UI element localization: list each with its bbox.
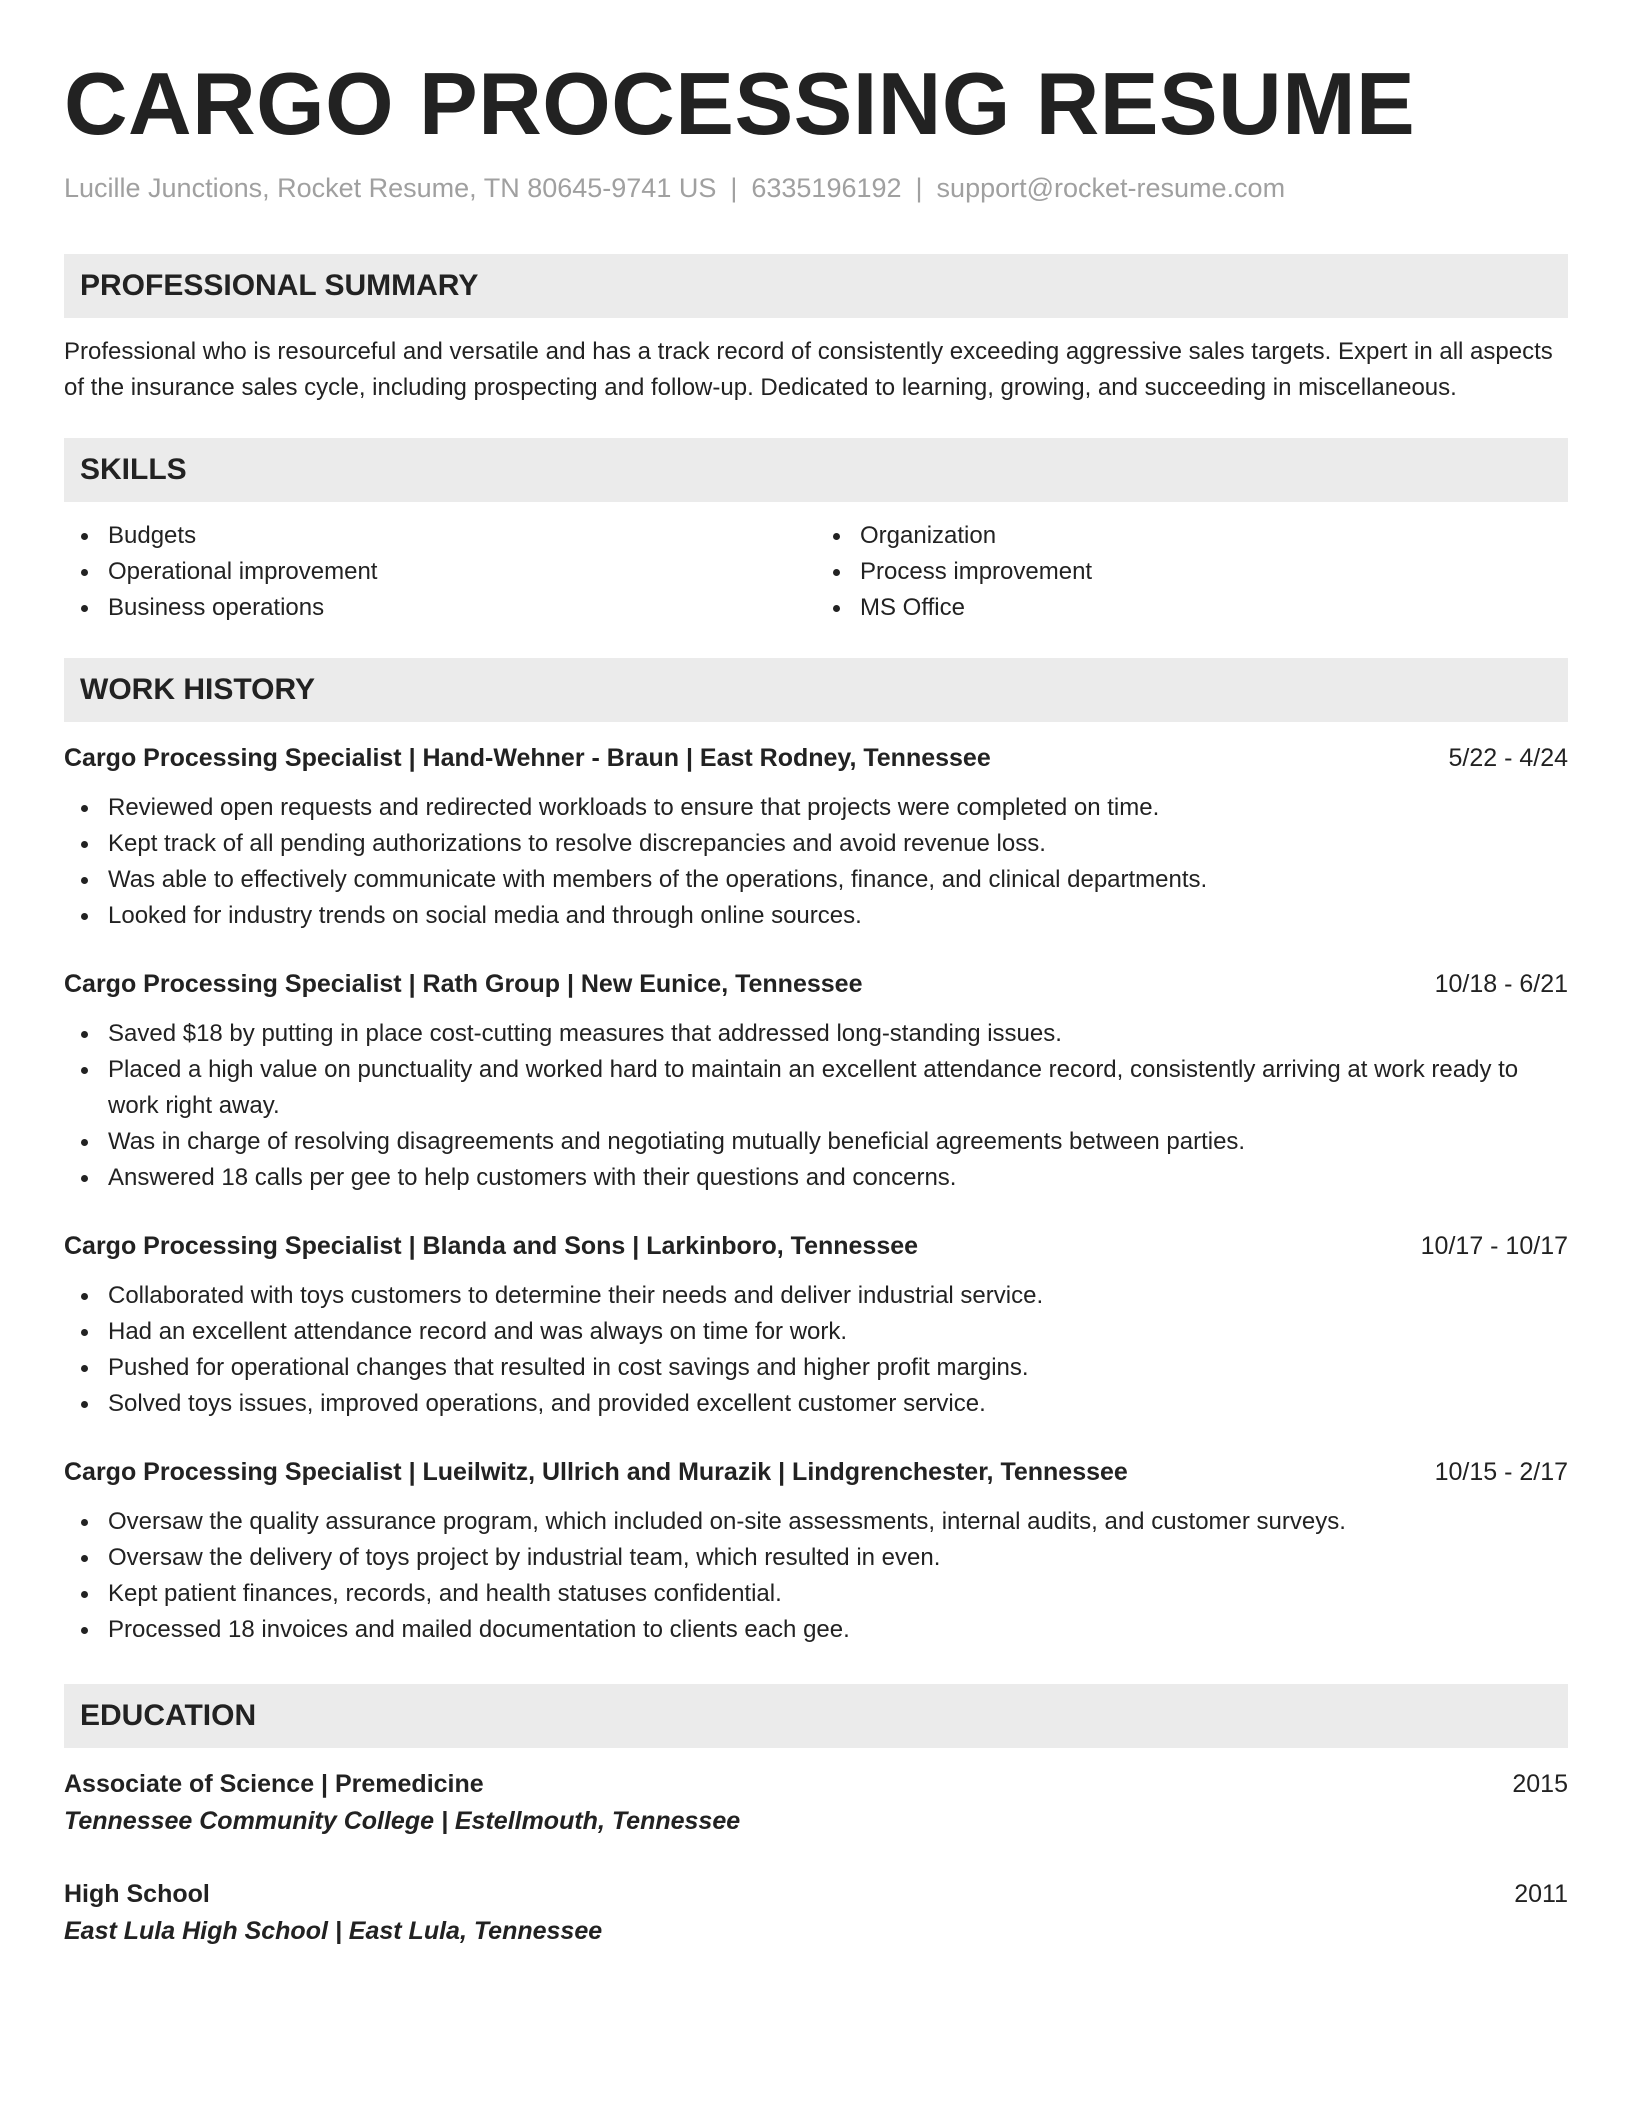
education-year: 2011 bbox=[1514, 1880, 1568, 1908]
education-header bbox=[64, 1876, 1568, 1912]
section-heading-work-history: WORK HISTORY bbox=[64, 658, 1568, 722]
job-bullet: Reviewed open requests and redirected workloads to ensure that projects were completed on time. bbox=[64, 790, 1568, 826]
job-bullets bbox=[64, 1278, 1568, 1422]
job-header bbox=[64, 1454, 1568, 1490]
job-bullet: Had an excellent attendance record and was always on time for work. bbox=[64, 1314, 1568, 1350]
job-bullet: Oversaw the delivery of toys project by industrial team, which resulted in even. bbox=[64, 1540, 1568, 1576]
education-school: Tennessee Community College | Estellmouth, Tennessee bbox=[64, 1807, 741, 1835]
job-bullet: Collaborated with toys customers to determine their needs and deliver industrial service. bbox=[64, 1278, 1568, 1314]
job-bullet: Kept track of all pending authorizations to resolve discrepancies and avoid revenue loss. bbox=[64, 826, 1568, 862]
job-entry bbox=[64, 966, 1568, 1196]
education-entry bbox=[64, 1766, 1568, 1840]
job-bullet: Oversaw the quality assurance program, which included on-site assessments, internal audits, and customer surveys. bbox=[64, 1504, 1568, 1540]
job-bullet: Kept patient finances, records, and health statuses confidential. bbox=[64, 1576, 1568, 1612]
job-bullet: Pushed for operational changes that resulted in cost savings and higher profit margins. bbox=[64, 1350, 1568, 1386]
contact-separator: | bbox=[915, 173, 923, 203]
skills-list bbox=[64, 518, 1568, 626]
job-dates: 10/17 - 10/17 bbox=[1420, 1232, 1568, 1260]
job-dates: 5/22 - 4/24 bbox=[1448, 744, 1568, 772]
education-header bbox=[64, 1766, 1568, 1802]
job-bullet: Looked for industry trends on social media and through online sources. bbox=[64, 898, 1568, 934]
job-dates: 10/18 - 6/21 bbox=[1434, 970, 1568, 998]
job-bullets bbox=[64, 1504, 1568, 1648]
summary-text: Professional who is resourceful and versatile and has a track record of consistently exceeding aggressive sales targets. Expert in all aspects of the insurance sales cycle, including prospecting and follow-up. Dedicated to learning, growing, and succeeding in miscellaneous. bbox=[64, 338, 1553, 401]
job-entry bbox=[64, 1228, 1568, 1422]
job-dates: 10/15 - 2/17 bbox=[1434, 1458, 1568, 1486]
job-bullet: Placed a high value on punctuality and worked hard to maintain an excellent attendance record, consistently arriving at work ready to work right away. bbox=[64, 1052, 1568, 1124]
job-entry bbox=[64, 740, 1568, 934]
job-bullet: Processed 18 invoices and mailed documentation to clients each gee. bbox=[64, 1612, 1568, 1648]
job-title: Cargo Processing Specialist | Hand-Wehner - Braun | East Rodney, Tennessee bbox=[64, 744, 991, 772]
resume-title: CARGO PROCESSING RESUME bbox=[64, 54, 1416, 153]
job-bullets bbox=[64, 790, 1568, 934]
skills-column-left bbox=[64, 518, 816, 626]
skill-item: Process improvement bbox=[816, 554, 1568, 590]
contact-line bbox=[64, 170, 1568, 206]
section-heading-skills: SKILLS bbox=[64, 438, 1568, 502]
skill-item: Business operations bbox=[64, 590, 816, 626]
job-title: Cargo Processing Specialist | Blanda and Sons | Larkinboro, Tennessee bbox=[64, 1232, 919, 1260]
skills-column-right bbox=[816, 518, 1568, 626]
job-bullet: Answered 18 calls per gee to help customers with their questions and concerns. bbox=[64, 1160, 1568, 1196]
education-school: East Lula High School | East Lula, Tennessee bbox=[64, 1917, 603, 1945]
job-title: Cargo Processing Specialist | Rath Group | New Eunice, Tennessee bbox=[64, 970, 863, 998]
job-header bbox=[64, 966, 1568, 1002]
skill-item: Budgets bbox=[64, 518, 816, 554]
section-heading-education: EDUCATION bbox=[64, 1684, 1568, 1748]
skill-item: Organization bbox=[816, 518, 1568, 554]
job-bullets bbox=[64, 1016, 1568, 1196]
education-year: 2015 bbox=[1512, 1770, 1568, 1798]
job-header bbox=[64, 740, 1568, 776]
job-bullet: Saved $18 by putting in place cost-cutting measures that addressed long-standing issues. bbox=[64, 1016, 1568, 1052]
contact-separator: | bbox=[730, 173, 738, 203]
job-title: Cargo Processing Specialist | Lueilwitz, Ullrich and Murazik | Lindgrenchester, Tennessee bbox=[64, 1458, 1128, 1486]
job-bullet: Solved toys issues, improved operations, and provided excellent customer service. bbox=[64, 1386, 1568, 1422]
contact-phone: 6335196192 bbox=[751, 173, 902, 203]
skill-item: Operational improvement bbox=[64, 554, 816, 590]
job-header bbox=[64, 1228, 1568, 1264]
education-degree: High School bbox=[64, 1880, 210, 1908]
job-bullet: Was in charge of resolving disagreements and negotiating mutually beneficial agreements between parties. bbox=[64, 1124, 1568, 1160]
contact-address: Lucille Junctions, Rocket Resume, TN 80645-9741 US bbox=[64, 173, 717, 203]
education-degree: Associate of Science | Premedicine bbox=[64, 1770, 484, 1798]
skill-item: MS Office bbox=[816, 590, 1568, 626]
job-bullet: Was able to effectively communicate with members of the operations, finance, and clinical departments. bbox=[64, 862, 1568, 898]
education-entry bbox=[64, 1876, 1568, 1950]
contact-email: support@rocket-resume.com bbox=[936, 173, 1286, 203]
section-heading-summary: PROFESSIONAL SUMMARY bbox=[64, 254, 1568, 318]
job-entry bbox=[64, 1454, 1568, 1648]
